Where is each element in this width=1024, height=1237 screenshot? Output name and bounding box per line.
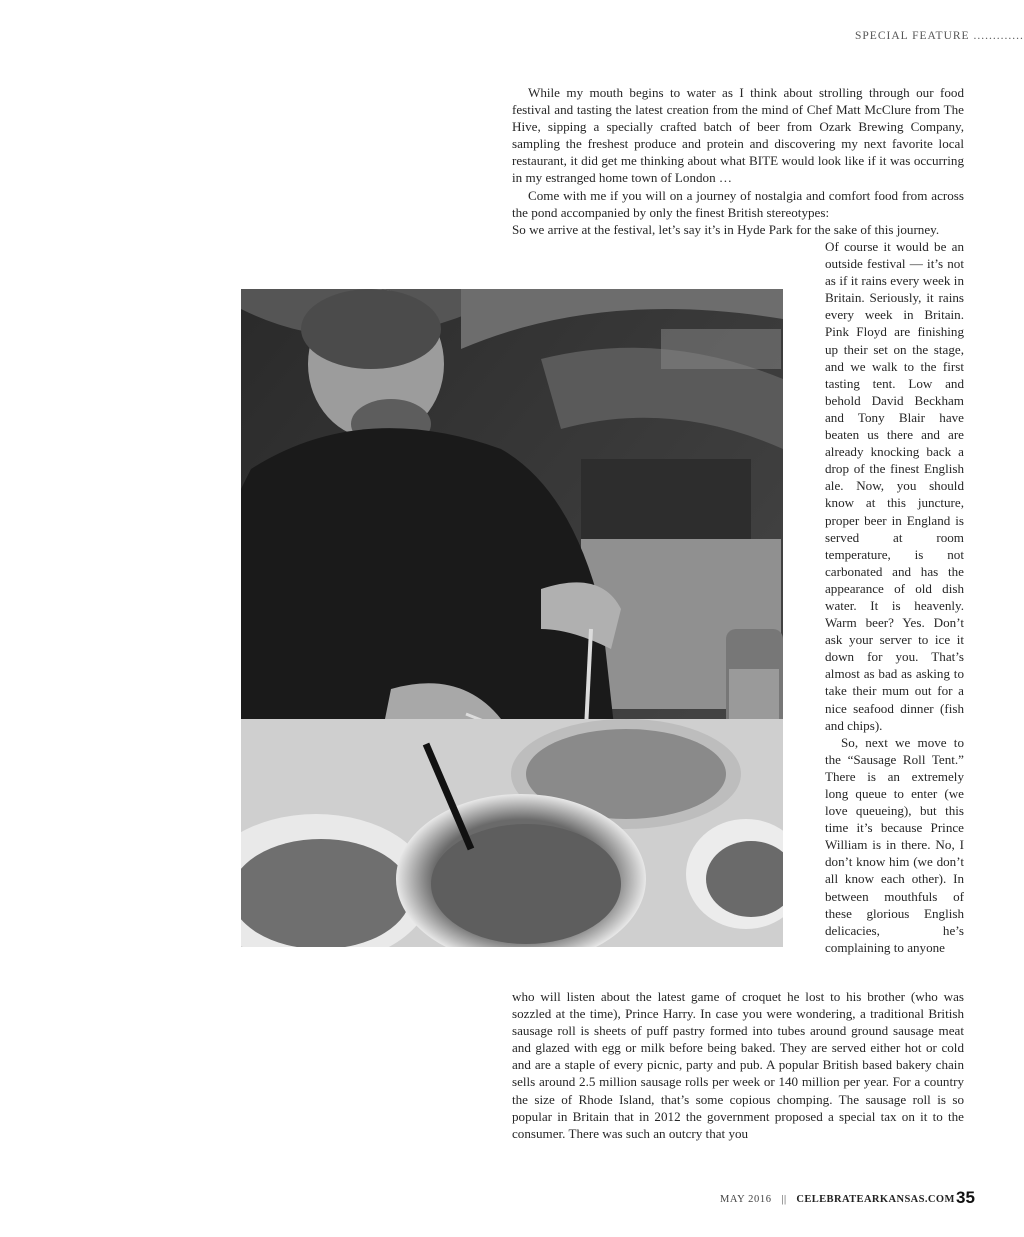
section-header: SPECIAL FEATURE ............. xyxy=(855,30,1024,42)
article-column-top xyxy=(512,84,964,238)
footer-separator: || xyxy=(781,1194,787,1205)
photo-man-eating-icon xyxy=(241,289,783,947)
paragraph-sausage-roll-start: So, next we move to the “Sausage Roll Tent.” There is an extremely long queue to enter (we love queueing), but this time it’s because Prince William is in there. No, I don’t know him (we don’t all know each other). In between mouthfuls of these glorious English delicacies, he’s complaining to anyone xyxy=(825,734,964,955)
paragraph-hyde-park: So we arrive at the festival, let’s say it’s in Hyde Park for the sake of this journey. xyxy=(512,221,940,237)
paragraph-outside-festival: Of course it would be an outside festival — it’s not as if it rains every week in Britain. Seriously, it rains every week in Britain. Pink Floyd are finishing up their set on the stage, and we walk to the first tasting tent. Low and behold David Beckham and Tony Blair have beaten us there and are already knocking back a drop of the finest English ale. Now, you should know at this juncture, proper beer in England is served at room temperature, is not carbonated and has the appearance of old dish water. It is heavenly. Warm beer? Yes. Don’t ask your server to ice it down for you. That’s almost as bad as asking to take their mum out for a nice seafood dinner (fish and chips). xyxy=(825,239,964,733)
paragraph-sausage-roll-cont: who will listen about the latest game of croquet he lost to his brother (who was sozzled at the time), Prince Harry. In case you were wondering, a traditional British sausage roll is sheets of puff pastry formed into tubes around ground sausage meat and glazed with egg or milk before being baked. They are served either hot or cold and are a staple of every picnic, party and pub. A popular British based bakery chain sells around 2.5 million sausage rolls per week or 140 million per year. For a country the size of Rhode Island, that’s some copious chomping. The sausage roll is so popular in Britain that in 2012 the government proposed a special tax on it to the consumer. There was such an outcry that you xyxy=(512,989,964,1141)
footer-site: CELEBRATEARKANSAS.COM xyxy=(796,1194,955,1205)
paragraph-intro: While my mouth begins to water as I think about strolling through our food festival and tasting the latest creation from the mind of Chef Matt McClure from The Hive, sipping a specially crafted batch of beer from Ozark Brewing Company, sampling the freshest produce and protein and discovering my next favorite local restaurant, it did get me thinking about what BITE would look like if it was occurring in my estranged home town of London … xyxy=(512,85,964,186)
page-number: 35 xyxy=(956,1188,975,1207)
page-footer xyxy=(720,1194,955,1205)
paragraph-journey: Come with me if you will on a journey of nostalgia and comfort food from across the pond accompanied by only the finest British stereotypes: xyxy=(512,187,964,220)
article-photo xyxy=(241,289,783,947)
footer-date: MAY 2016 xyxy=(720,1194,772,1205)
article-column-bottom xyxy=(512,988,964,1142)
article-column-side xyxy=(825,238,964,956)
